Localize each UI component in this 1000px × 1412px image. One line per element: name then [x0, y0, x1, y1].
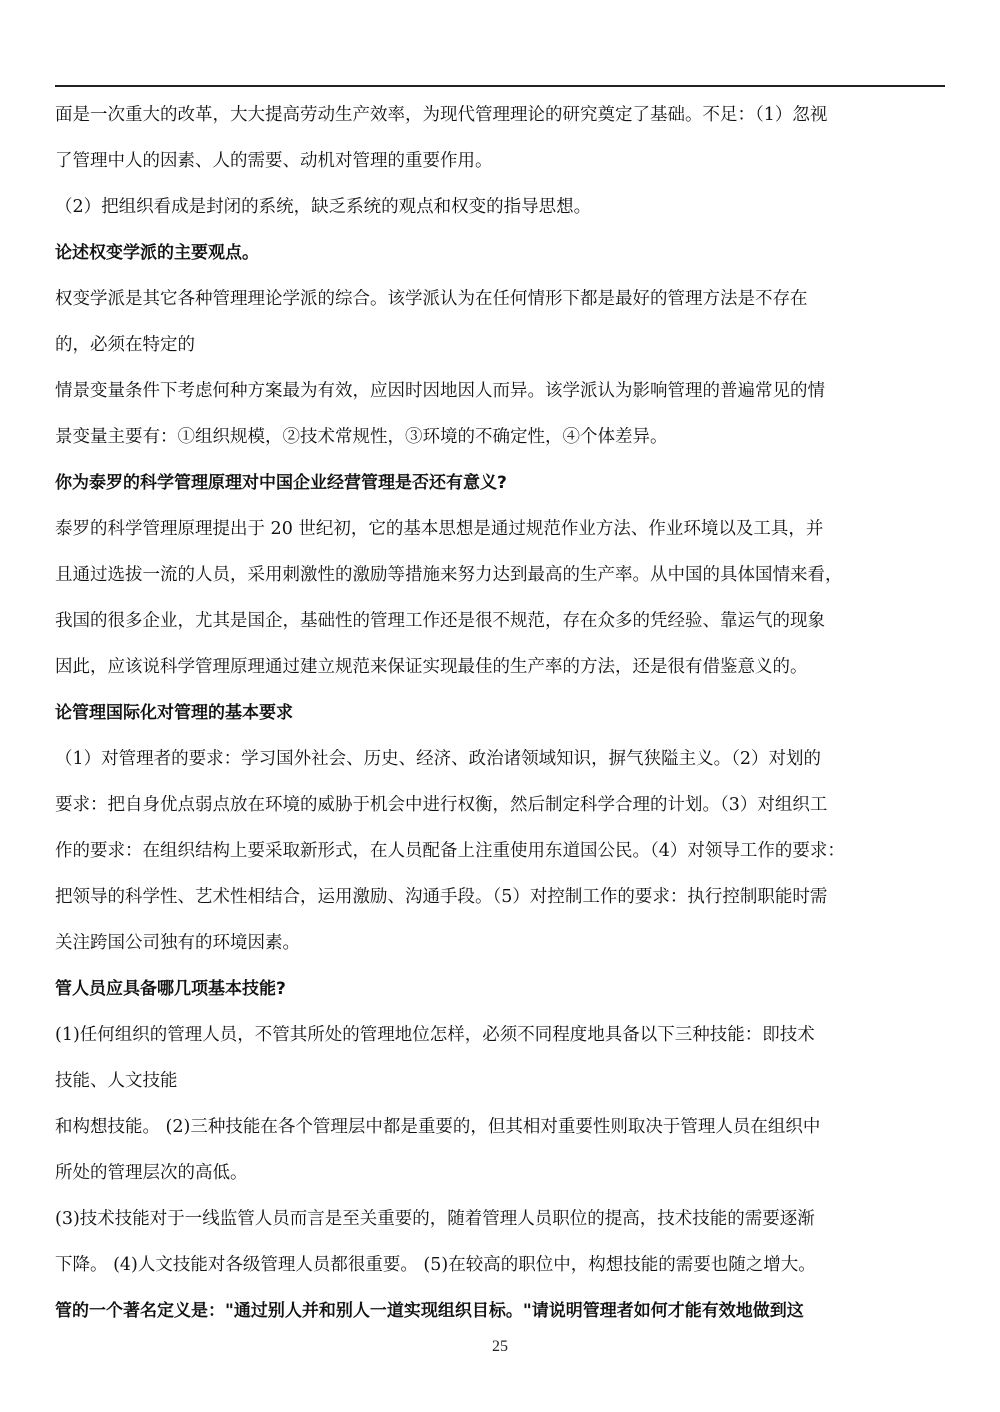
body-text-line: 把领导的科学性、艺术性相结合，运用激励、沟通手段。（5）对控制工作的要求：执行控制职能时需 — [55, 887, 828, 907]
body-text-line: （2）把组织看成是封闭的系统，缺乏系统的观点和权变的指导思想。 — [55, 197, 592, 217]
section-heading: 管的一个著名定义是："通过别人并和别人一道实现组织目标。"请说明管理者如何才能有效地做到这 — [55, 1301, 804, 1321]
document-body — [55, 92, 947, 1334]
section-heading: 管人员应具备哪几项基本技能? — [55, 979, 286, 999]
body-text-line: 要求：把自身优点弱点放在环境的威胁于机会中进行权衡，然后制定科学合理的计划。（3）对组织工 — [55, 795, 828, 815]
body-text-line: (1)任何组织的管理人员，不管其所处的管理地位怎样，必须不同程度地具备以下三种技能：即技术 — [55, 1025, 815, 1045]
body-text-line: 情景变量条件下考虑何种方案最为有效，应因时因地因人而异。该学派认为影响管理的普遍常见的情 — [55, 381, 825, 401]
body-text-line: 下降。 (4)人文技能对各级管理人员都很重要。 (5)在较高的职位中，构想技能的需要也随之增大。 — [55, 1255, 816, 1275]
body-text-line: (3)技术技能对于一线监管人员而言是至关重要的，随着管理人员职位的提高，技术技能的需要逐渐 — [55, 1209, 815, 1229]
body-text-line: 且通过选拔一流的人员，采用刺激性的激励等措施来努力达到最高的生产率。从中国的具体国情来看， — [55, 565, 843, 585]
section-heading: 论述权变学派的主要观点。 — [55, 243, 259, 263]
body-text-line: 作的要求：在组织结构上要采取新形式，在人员配备上注重使用东道国公民。（4）对领导工作的要求： — [55, 841, 845, 861]
body-text-line: 泰罗的科学管理原理提出于 20 世纪初，它的基本思想是通过规范作业方法、作业环境以及工具，并 — [55, 519, 824, 539]
body-text-line: 面是一次重大的改革，大大提高劳动生产效率，为现代管理理论的研究奠定了基础。不足：（1）忽视 — [55, 105, 828, 125]
body-text-line: 了管理中人的因素、人的需要、动机对管理的重要作用。 — [55, 151, 493, 171]
header-rule — [55, 85, 945, 87]
section-heading: 论管理国际化对管理的基本要求 — [55, 703, 293, 723]
body-text-line: 和构想技能。 (2)三种技能在各个管理层中都是重要的，但其相对重要性则取决于管理人员在组织中 — [55, 1117, 821, 1137]
body-text-line: 的，必须在特定的 — [55, 335, 195, 355]
section-heading: 你为泰罗的科学管理原理对中国企业经营管理是否还有意义? — [55, 473, 507, 493]
page-number: 25 — [492, 1338, 508, 1355]
body-text-line: 我国的很多企业，尤其是国企，基础性的管理工作还是很不规范，存在众多的凭经验、靠运气的现象 — [55, 611, 825, 631]
body-text-line: （1）对管理者的要求：学习国外社会、历史、经济、政治诸领域知识，摒气狭隘主义。（2）对划的 — [55, 749, 822, 769]
body-text-line: 所处的管理层次的高低。 — [55, 1163, 248, 1183]
body-text-line: 权变学派是其它各种管理理论学派的综合。该学派认为在任何情形下都是最好的管理方法是不存在 — [55, 289, 808, 309]
body-text-line: 景变量主要有：①组织规模，②技术常规性，③环境的不确定性，④个体差异。 — [55, 427, 668, 447]
body-text-line: 技能、人文技能 — [55, 1071, 178, 1091]
body-text-line: 关注跨国公司独有的环境因素。 — [55, 933, 300, 953]
body-text-line: 因此，应该说科学管理原理通过建立规范来保证实现最佳的生产率的方法，还是很有借鉴意义的。 — [55, 657, 808, 677]
